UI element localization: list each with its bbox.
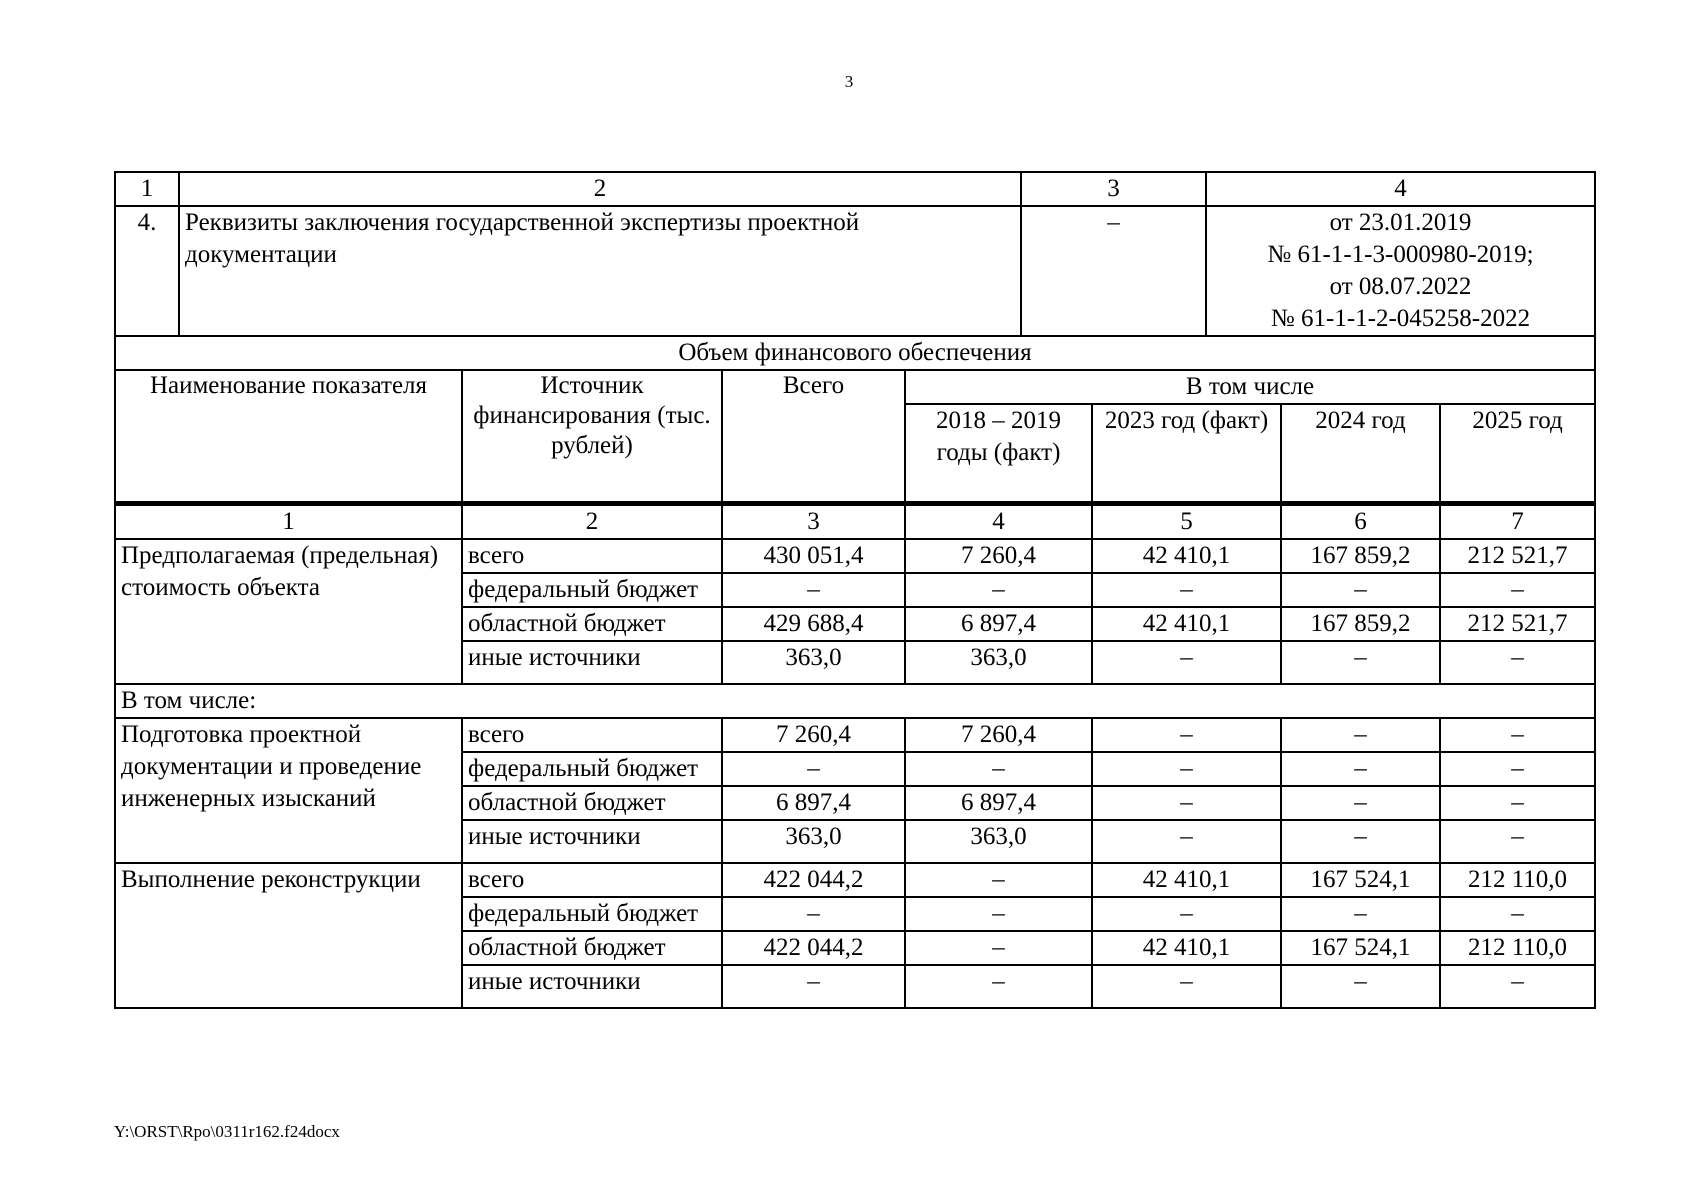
source-cell: федеральный бюджет [462, 573, 722, 607]
value-cell: – [1440, 573, 1595, 607]
value-cell: – [1281, 820, 1440, 863]
value-cell: – [1440, 786, 1595, 820]
value-cell: 212 110,0 [1440, 863, 1595, 897]
source-cell: областной бюджет [462, 931, 722, 965]
value-cell: 212 521,7 [1440, 539, 1595, 573]
value-cell: 6 897,4 [722, 786, 905, 820]
value-cell: – [722, 573, 905, 607]
value-cell: 363,0 [722, 641, 905, 684]
value-cell: – [1092, 897, 1281, 931]
requisites-label: Реквизиты заключения государственной экспертизы проектной документации [179, 206, 1021, 336]
value-cell: – [905, 897, 1092, 931]
value-cell: – [1440, 897, 1595, 931]
column-number: 3 [722, 504, 905, 540]
value-cell: 7 260,4 [905, 718, 1092, 752]
requisites-details [1206, 206, 1595, 336]
top-header-cell: 1 [115, 172, 179, 206]
column-number: 2 [462, 504, 722, 540]
column-number: 6 [1281, 504, 1440, 540]
finance-title-row [115, 336, 1595, 370]
value-cell: – [1092, 965, 1281, 1008]
requisites-row [115, 206, 1595, 336]
indicator-header: Наименование показателя [115, 370, 462, 504]
value-cell: – [1281, 786, 1440, 820]
value-cell: – [1092, 786, 1281, 820]
value-cell: – [1440, 752, 1595, 786]
top-header-row [115, 172, 1595, 206]
requisites-col3: – [1021, 206, 1206, 336]
value-cell: – [1440, 965, 1595, 1008]
in-that-label: В том числе: [115, 684, 1595, 718]
period-header: 2024 год [1281, 404, 1440, 504]
value-cell: 422 044,2 [722, 863, 905, 897]
source-header: Источник финансирования (тыс. рублей) [462, 370, 722, 504]
source-cell: всего [462, 863, 722, 897]
group-name: Подготовка проектной документации и проведение инженерных изысканий [115, 718, 462, 863]
source-cell: областной бюджет [462, 607, 722, 641]
table-row [115, 863, 1595, 897]
row-number: 4. [115, 206, 179, 336]
value-cell: – [1092, 718, 1281, 752]
source-cell: всего [462, 539, 722, 573]
column-number: 4 [905, 504, 1092, 540]
value-cell: – [905, 752, 1092, 786]
top-header-cell: 2 [179, 172, 1021, 206]
value-cell: – [1281, 641, 1440, 684]
value-cell: – [1281, 897, 1440, 931]
value-cell: 167 524,1 [1281, 863, 1440, 897]
source-cell: иные источники [462, 641, 722, 684]
value-cell: 363,0 [722, 820, 905, 863]
value-cell: – [1092, 641, 1281, 684]
value-cell: 42 410,1 [1092, 607, 1281, 641]
source-cell: федеральный бюджет [462, 752, 722, 786]
table-row [115, 539, 1595, 573]
column-numbers-row [115, 504, 1595, 540]
value-cell: – [1440, 718, 1595, 752]
period-header: 2018 – 2019 годы (факт) [905, 404, 1092, 504]
value-cell: 167 859,2 [1281, 607, 1440, 641]
requisites-line: № 61-1-1-3-000980-2019; [1267, 241, 1534, 268]
group-name: Выполнение реконструкции [115, 863, 462, 1008]
finance-header-row [115, 370, 1595, 404]
group-name: Предполагаемая (предельная) стоимость объекта [115, 539, 462, 684]
value-cell: – [722, 752, 905, 786]
value-cell: – [905, 931, 1092, 965]
value-cell: – [1281, 573, 1440, 607]
value-cell: – [905, 965, 1092, 1008]
source-cell: всего [462, 718, 722, 752]
requisites-line: № 61-1-1-2-045258-2022 [1270, 305, 1531, 332]
column-number: 7 [1440, 504, 1595, 540]
in-that-row [115, 684, 1595, 718]
value-cell: 167 859,2 [1281, 539, 1440, 573]
value-cell: 6 897,4 [905, 607, 1092, 641]
period-header: 2025 год [1440, 404, 1595, 504]
source-cell: областной бюджет [462, 786, 722, 820]
value-cell: – [905, 863, 1092, 897]
value-cell: 7 260,4 [905, 539, 1092, 573]
value-cell: 167 524,1 [1281, 931, 1440, 965]
value-cell: 429 688,4 [722, 607, 905, 641]
value-cell: 363,0 [905, 641, 1092, 684]
value-cell: – [1281, 718, 1440, 752]
value-cell: – [1092, 573, 1281, 607]
value-cell: – [722, 965, 905, 1008]
value-cell: 422 044,2 [722, 931, 905, 965]
source-cell: иные источники [462, 965, 722, 1008]
including-header: В том числе [905, 370, 1595, 404]
passport-table [114, 171, 1596, 1009]
column-number: 1 [115, 504, 462, 540]
value-cell: 212 110,0 [1440, 931, 1595, 965]
requisites-line: от 08.07.2022 [1329, 273, 1472, 300]
total-header: Всего [722, 370, 905, 504]
value-cell: – [1281, 752, 1440, 786]
table-row [115, 718, 1595, 752]
page-number: 3 [844, 72, 854, 91]
file-path: Y:\ORST\Rpo\0311r162.f24docx [114, 1122, 340, 1141]
column-number: 5 [1092, 504, 1281, 540]
value-cell: – [1092, 752, 1281, 786]
value-cell: 212 521,7 [1440, 607, 1595, 641]
value-cell: 363,0 [905, 820, 1092, 863]
source-cell: иные источники [462, 820, 722, 863]
value-cell: – [1440, 820, 1595, 863]
value-cell: 430 051,4 [722, 539, 905, 573]
value-cell: 42 410,1 [1092, 863, 1281, 897]
value-cell: – [1281, 965, 1440, 1008]
value-cell: 6 897,4 [905, 786, 1092, 820]
value-cell: – [1440, 641, 1595, 684]
value-cell: 42 410,1 [1092, 931, 1281, 965]
value-cell: 7 260,4 [722, 718, 905, 752]
value-cell: 42 410,1 [1092, 539, 1281, 573]
requisites-line: от 23.01.2019 [1329, 209, 1472, 236]
top-header-cell: 4 [1206, 172, 1595, 206]
period-header: 2023 год (факт) [1092, 404, 1281, 504]
source-cell: федеральный бюджет [462, 897, 722, 931]
top-header-cell: 3 [1021, 172, 1206, 206]
value-cell: – [1092, 820, 1281, 863]
value-cell: – [722, 897, 905, 931]
finance-title: Объем финансового обеспечения [115, 336, 1595, 370]
value-cell: – [905, 573, 1092, 607]
